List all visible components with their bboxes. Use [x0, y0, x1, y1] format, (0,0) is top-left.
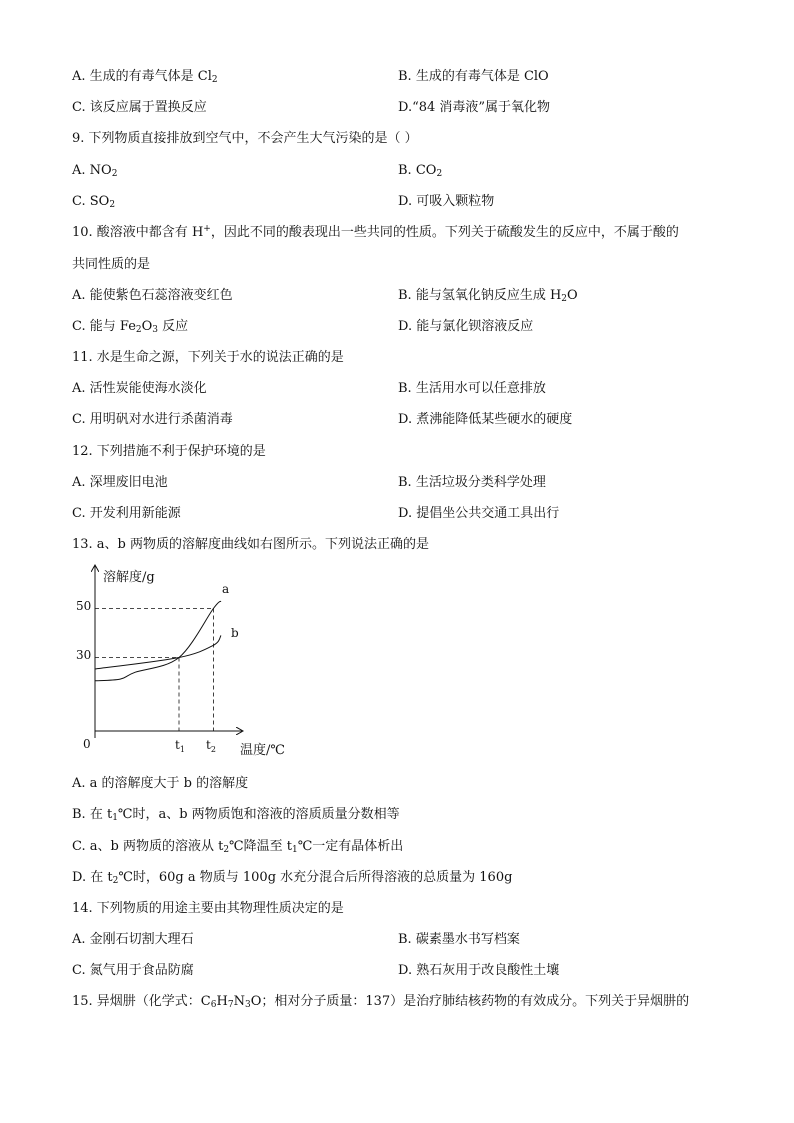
q10-option-b: B. 能与氢氧化钠反应生成 $H_2O$	[398, 288, 578, 304]
q12-option-c: C. 开发利用新能源	[72, 506, 181, 521]
q8-option-a: A. 生成的有毒气体是 $Cl_2$	[72, 69, 218, 85]
q10-option-d: D. 能与氯化钡溶液反应	[398, 319, 534, 334]
q9-stem: 9. 下列物质直接排放到空气中，不会产生大气污染的是（ ）	[72, 131, 418, 146]
q13-option-b: B. 在 $t_1℃$时，a、b 两物质饱和溶液的溶质质量分数相等	[72, 807, 400, 823]
q13-stem: 13. a、b 两物质的溶解度曲线如右图所示。下列说法正确的是	[72, 537, 430, 552]
q12-option-a: A. 深埋废旧电池	[72, 475, 168, 490]
x-axis-label: 温度/℃	[240, 743, 285, 758]
q11-option-d: D. 煮沸能降低某些硬水的硬度	[398, 412, 573, 427]
solubility-chart	[68, 562, 308, 762]
q10-option-c: C. 能与 $Fe_2O_3$ 反应	[72, 319, 189, 335]
q11-option-c: C. 用明矾对水进行杀菌消毒	[72, 412, 233, 427]
q14-stem: 14. 下列物质的用途主要由其物理性质决定的是	[72, 901, 344, 916]
q13-option-c: C. a、b 两物质的溶液从 $t_2℃$降温至 $t_1℃$一定有晶体析出	[72, 839, 404, 855]
q13-option-d: D. 在 $t_2℃$时，60g a 物质与 100g 水充分混合后所得溶液的总质量为 160g	[72, 870, 513, 886]
q10-stem-line2: 共同性质的是	[72, 257, 151, 272]
y-tick-50: 50	[76, 599, 92, 613]
origin-label: 0	[83, 737, 91, 751]
series-label-b: b	[231, 626, 239, 640]
y-axis-label: 溶解度/g	[103, 570, 155, 585]
q8-option-d: D.“84 消毒液”属于氧化物	[398, 100, 551, 115]
q11-stem: 11. 水是生命之源，下列关于水的说法正确的是	[72, 350, 344, 365]
q14-option-c: C. 氮气用于食品防腐	[72, 963, 194, 978]
series-label-a: a	[222, 582, 230, 596]
q12-option-d: D. 提倡坐公共交通工具出行	[398, 506, 560, 521]
q14-option-a: A. 金刚石切割大理石	[72, 932, 194, 947]
q8-option-c: C. 该反应属于置换反应	[72, 100, 207, 115]
y-tick-30: 30	[76, 648, 92, 662]
q12-stem: 12. 下列措施不利于保护环境的是	[72, 444, 266, 459]
q8-option-b: B. 生成的有毒气体是 ClO	[398, 69, 549, 84]
x-tick-t2: $t_2$	[206, 738, 216, 754]
q12-option-b: B. 生活垃圾分类科学处理	[398, 475, 546, 490]
x-tick-t1: $t_1$	[175, 738, 185, 754]
q10-stem-line1: 10. 酸溶液中都含有 H+，因此不同的酸表现出一些共同的性质。下列关于硫酸发生的反应中，不属于酸的	[72, 224, 679, 240]
q14-option-d: D. 熟石灰用于改良酸性土壤	[398, 963, 560, 978]
q9-option-a: A. $NO_2$	[72, 163, 118, 179]
curve-b	[95, 635, 221, 669]
q9-option-b: B. $CO_2$	[398, 163, 443, 179]
q10-option-a: A. 能使紫色石蕊溶液变红色	[72, 288, 233, 303]
q15-stem: 15. 异烟肼（化学式：$C_6H_7N_3O$；相对分子质量：137）是治疗肺结核药物的有效成分。下列关于异烟肼的	[72, 994, 690, 1010]
q9-option-c: C. $SO_2$	[72, 194, 116, 210]
q11-option-a: A. 活性炭能使海水淡化	[72, 381, 207, 396]
q13-option-a: A. a 的溶解度大于 b 的溶解度	[72, 776, 249, 791]
q14-option-b: B. 碳素墨水书写档案	[398, 932, 520, 947]
q9-option-d: D. 可吸入颗粒物	[398, 194, 495, 209]
curve-a	[95, 601, 221, 681]
q11-option-b: B. 生活用水可以任意排放	[398, 381, 546, 396]
